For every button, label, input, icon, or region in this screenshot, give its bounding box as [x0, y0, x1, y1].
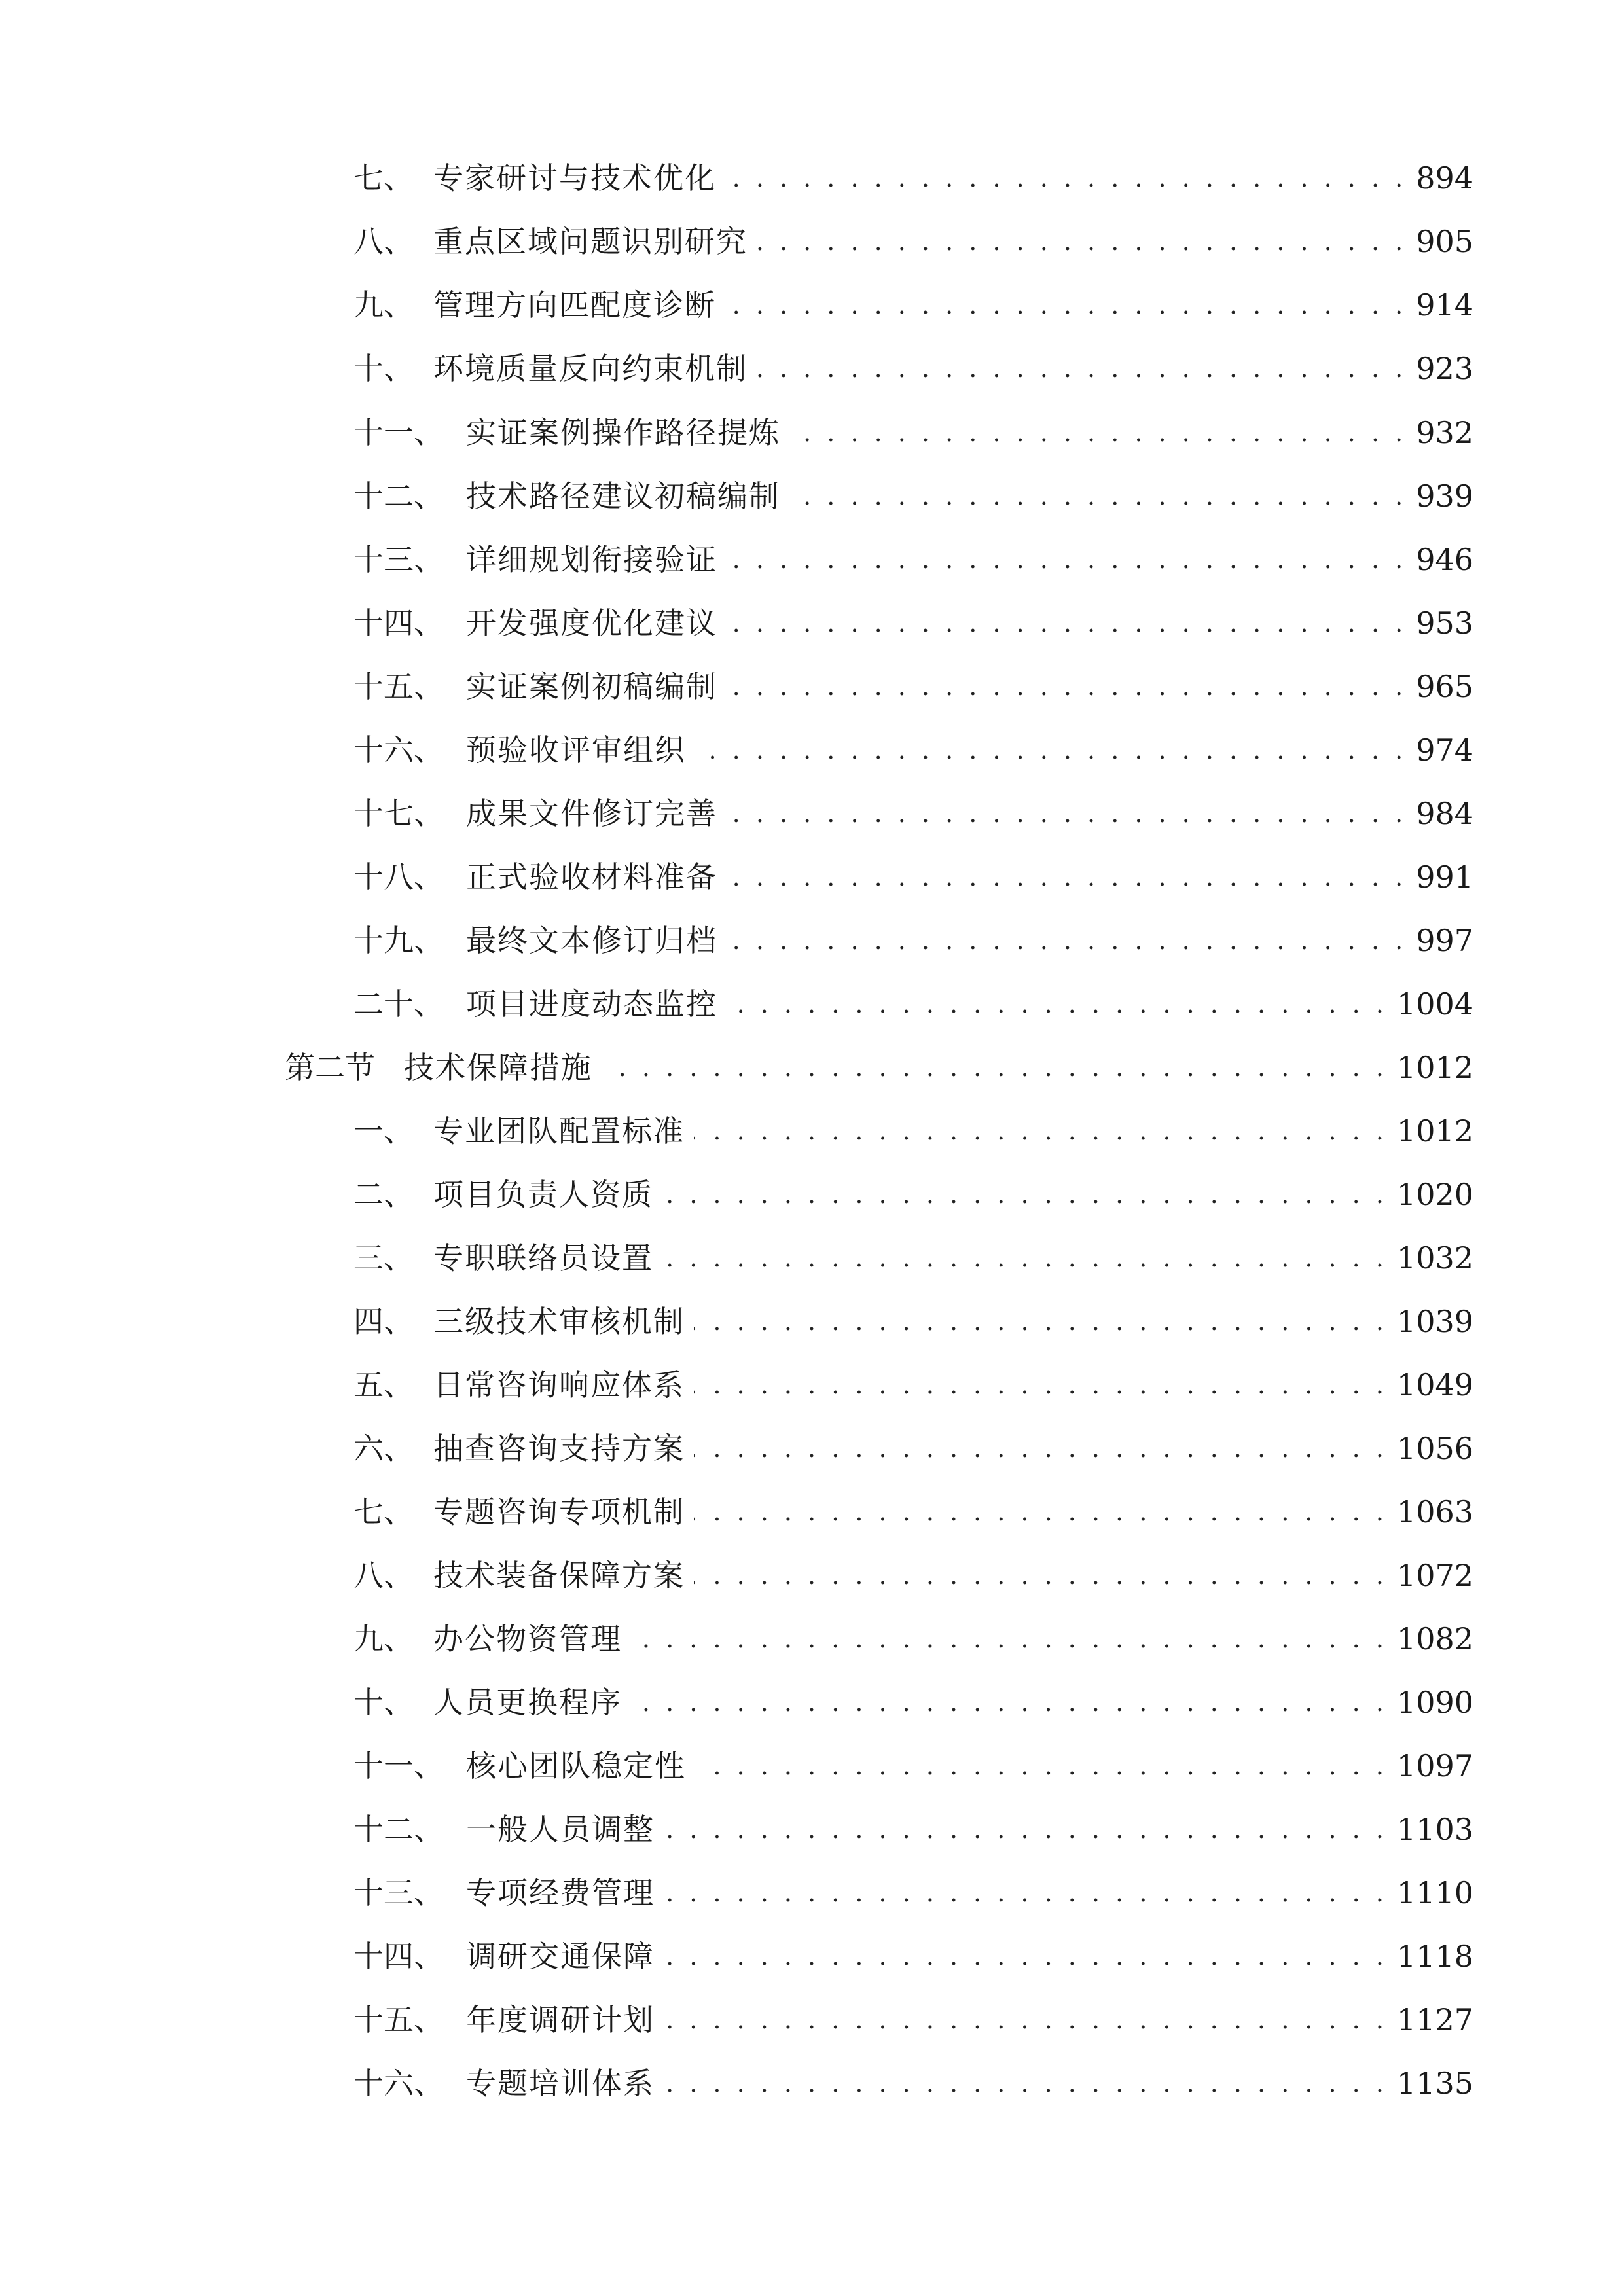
toc-entry[interactable] — [353, 1549, 1473, 1602]
toc-entry-page: 1127 — [1396, 2002, 1473, 2037]
toc-entry-page: 965 — [1416, 669, 1473, 704]
toc-entry[interactable] — [353, 1359, 1473, 1411]
toc-entry-page: 1072 — [1396, 1558, 1473, 1593]
toc-entry-number: 八、 — [353, 224, 414, 259]
toc-entry-title: 专业团队配置标准 — [433, 1113, 685, 1149]
toc-entry-number: 六、 — [353, 1431, 414, 1466]
dot-leader — [662, 1232, 1388, 1284]
dot-leader — [664, 1867, 1388, 1919]
toc-entry-title: 年度调研计划 — [466, 2002, 655, 2037]
dot-leader — [694, 1359, 1388, 1411]
dot-leader — [727, 914, 1407, 967]
toc-entry-page: 1049 — [1396, 1367, 1473, 1403]
toc-entry-number: 九、 — [353, 287, 414, 323]
toc-entry-title: 重点区域问题识别研究 — [433, 224, 748, 259]
toc-entry-number: 十一、 — [353, 1748, 444, 1784]
dot-leader — [662, 1168, 1388, 1221]
toc-entry-title: 实证案例初稿编制 — [466, 669, 717, 704]
toc-entry[interactable] — [353, 1232, 1473, 1284]
toc-entry[interactable] — [353, 470, 1473, 522]
toc-section-entry[interactable] — [285, 1041, 1473, 1094]
toc-entry-number: 四、 — [353, 1304, 414, 1339]
toc-entry[interactable] — [353, 1994, 1473, 2046]
toc-entry[interactable] — [353, 1676, 1473, 1729]
toc-entry-page: 1032 — [1396, 1240, 1473, 1276]
toc-entry-page: 1039 — [1396, 1304, 1473, 1339]
toc-entry-title: 技术路径建议初稿编制 — [466, 478, 780, 514]
toc-entry-page: 894 — [1416, 160, 1473, 196]
toc-entry-page: 997 — [1416, 923, 1473, 958]
toc-entry-title: 管理方向匹配度诊断 — [433, 287, 716, 323]
dot-leader — [789, 406, 1407, 459]
dot-leader — [695, 1740, 1388, 1792]
toc-entry-page: 923 — [1416, 351, 1473, 386]
toc-entry-title: 调研交通保障 — [466, 1939, 655, 1974]
dot-leader — [757, 215, 1407, 268]
toc-entry-page: 932 — [1416, 415, 1473, 450]
dot-leader — [727, 597, 1407, 649]
toc-entry-title: 成果文件修订完善 — [466, 796, 717, 831]
dot-leader — [631, 1613, 1388, 1665]
toc-entry-title: 实证案例操作路径提炼 — [466, 415, 780, 450]
toc-entry-number: 十五、 — [353, 2002, 444, 2037]
dot-leader — [602, 1041, 1388, 1094]
toc-entry-number: 十二、 — [353, 1812, 444, 1847]
dot-leader — [727, 660, 1407, 713]
toc-entry-number: 十三、 — [353, 1875, 444, 1910]
dot-leader — [725, 279, 1407, 331]
toc-entry-title: 一般人员调整 — [466, 1812, 655, 1847]
toc-entry-number: 七、 — [353, 1494, 414, 1530]
toc-section-number: 第二节 — [285, 1050, 375, 1085]
dot-leader — [694, 1549, 1388, 1602]
toc-entry-page: 1135 — [1396, 2066, 1473, 2101]
dot-leader — [727, 533, 1407, 586]
dot-leader — [727, 978, 1388, 1030]
toc-entry-number: 七、 — [353, 160, 414, 196]
toc-entry-number: 十六、 — [353, 2066, 444, 2101]
dot-leader — [694, 1422, 1388, 1475]
toc-entry-number: 十七、 — [353, 796, 444, 831]
toc-entry-number: 十一、 — [353, 415, 444, 450]
toc-entry-number: 十、 — [353, 351, 414, 386]
toc-entry-page: 914 — [1416, 287, 1473, 323]
toc-entry[interactable] — [353, 2057, 1473, 2109]
toc-entry-number: 三、 — [353, 1240, 414, 1276]
toc-entry-page: 1082 — [1396, 1621, 1473, 1657]
toc-entry-title: 技术装备保障方案 — [433, 1558, 685, 1593]
dot-leader — [695, 724, 1407, 776]
toc-entry-number: 十、 — [353, 1685, 414, 1720]
toc-entry[interactable] — [353, 1867, 1473, 1919]
toc-entry-number: 十三、 — [353, 542, 444, 577]
dot-leader — [694, 1486, 1388, 1538]
toc-entry-page: 1118 — [1396, 1939, 1473, 1974]
toc-entry[interactable] — [353, 724, 1473, 776]
toc-entry[interactable] — [353, 406, 1473, 459]
toc-entry-title: 项目进度动态监控 — [466, 986, 717, 1022]
toc-entry[interactable] — [353, 660, 1473, 713]
toc-entry[interactable] — [353, 342, 1473, 395]
toc-entry-page: 984 — [1416, 796, 1473, 831]
toc-entry-title: 专职联络员设置 — [433, 1240, 653, 1276]
dot-leader — [727, 851, 1407, 903]
toc-entry-number: 八、 — [353, 1558, 414, 1593]
toc-entry-title: 预验收评审组织 — [466, 732, 686, 768]
toc-entry[interactable] — [353, 279, 1473, 331]
toc-entry-page: 1090 — [1396, 1685, 1473, 1720]
toc-entry-page: 1020 — [1396, 1177, 1473, 1212]
dot-leader — [694, 1295, 1388, 1348]
toc-entry-page: 1063 — [1396, 1494, 1473, 1530]
toc-entry-page: 939 — [1416, 478, 1473, 514]
toc-entry-page: 1110 — [1396, 1875, 1473, 1910]
toc-entry-title: 三级技术审核机制 — [433, 1304, 685, 1339]
dot-leader — [631, 1676, 1388, 1729]
toc-entry[interactable] — [353, 1740, 1473, 1792]
dot-leader — [789, 470, 1407, 522]
toc-entry-title: 抽查咨询支持方案 — [433, 1431, 685, 1466]
toc-entry[interactable] — [353, 597, 1473, 649]
toc-entry[interactable] — [353, 1930, 1473, 1982]
dot-leader — [664, 1994, 1388, 2046]
toc-entry-title: 人员更换程序 — [433, 1685, 622, 1720]
toc-entry[interactable] — [353, 533, 1473, 586]
toc-entry-page: 1056 — [1396, 1431, 1473, 1466]
toc-entry-number: 十五、 — [353, 669, 444, 704]
toc-entry-title: 开发强度优化建议 — [466, 605, 717, 641]
toc-entry[interactable] — [353, 851, 1473, 903]
toc-entry[interactable] — [353, 152, 1473, 204]
toc-entry-page: 905 — [1416, 224, 1473, 259]
toc-entry-title: 正式验收材料准备 — [466, 859, 717, 895]
toc-entry-number: 一、 — [353, 1113, 414, 1149]
toc-section-title: 技术保障措施 — [404, 1050, 592, 1085]
toc-entry-page: 1004 — [1396, 986, 1473, 1022]
toc-entry-page: 974 — [1416, 732, 1473, 768]
toc-entry-title: 专题培训体系 — [466, 2066, 655, 2101]
toc-entry-number: 五、 — [353, 1367, 414, 1403]
toc-entry-page: 1103 — [1396, 1812, 1473, 1847]
toc-entry-number: 十二、 — [353, 478, 444, 514]
toc-entry[interactable] — [353, 914, 1473, 967]
toc-entry-number: 九、 — [353, 1621, 414, 1657]
toc-entry-title: 项目负责人资质 — [433, 1177, 653, 1212]
toc-entry-title: 专题咨询专项机制 — [433, 1494, 685, 1530]
dot-leader — [757, 342, 1407, 395]
toc-entry-title: 环境质量反向约束机制 — [433, 351, 748, 386]
toc-entry-number: 二、 — [353, 1177, 414, 1212]
toc-entry[interactable] — [353, 1105, 1473, 1157]
toc-entry[interactable] — [353, 1486, 1473, 1538]
toc-entry-title: 核心团队稳定性 — [466, 1748, 686, 1784]
dot-leader — [664, 2057, 1388, 2109]
toc-entry-page: 1012 — [1396, 1050, 1473, 1085]
toc-entry-title: 办公物资管理 — [433, 1621, 622, 1657]
toc-entry[interactable] — [353, 978, 1473, 1030]
toc-entry[interactable] — [353, 1422, 1473, 1475]
toc-entry-title: 日常咨询响应体系 — [433, 1367, 685, 1403]
toc-entry-number: 十四、 — [353, 1939, 444, 1974]
toc-entry[interactable] — [353, 787, 1473, 840]
toc-entry[interactable] — [353, 1803, 1473, 1856]
toc-entry-number: 十四、 — [353, 605, 444, 641]
dot-leader — [664, 1930, 1388, 1982]
toc-entry-page: 1097 — [1396, 1748, 1473, 1784]
dot-leader — [727, 787, 1407, 840]
toc-entry-title: 专项经费管理 — [466, 1875, 655, 1910]
toc-entry-number: 二十、 — [353, 986, 444, 1022]
toc-entry-page: 991 — [1416, 859, 1473, 895]
toc-entry-title: 详细规划衔接验证 — [466, 542, 717, 577]
dot-leader — [694, 1105, 1388, 1157]
toc-entry-number: 十九、 — [353, 923, 444, 958]
dot-leader — [664, 1803, 1388, 1856]
toc-entry-number: 十八、 — [353, 859, 444, 895]
toc-entry-page: 953 — [1416, 605, 1473, 641]
toc-entry[interactable] — [353, 1168, 1473, 1221]
dot-leader — [725, 152, 1407, 204]
toc-entry-page: 1012 — [1396, 1113, 1473, 1149]
toc-entry-title: 最终文本修订归档 — [466, 923, 717, 958]
toc-entry[interactable] — [353, 1295, 1473, 1348]
toc-entry-title: 专家研讨与技术优化 — [433, 160, 716, 196]
toc-entry[interactable] — [353, 1613, 1473, 1665]
toc-entry[interactable] — [353, 215, 1473, 268]
toc-entry-page: 946 — [1416, 542, 1473, 577]
toc-entry-number: 十六、 — [353, 732, 444, 768]
